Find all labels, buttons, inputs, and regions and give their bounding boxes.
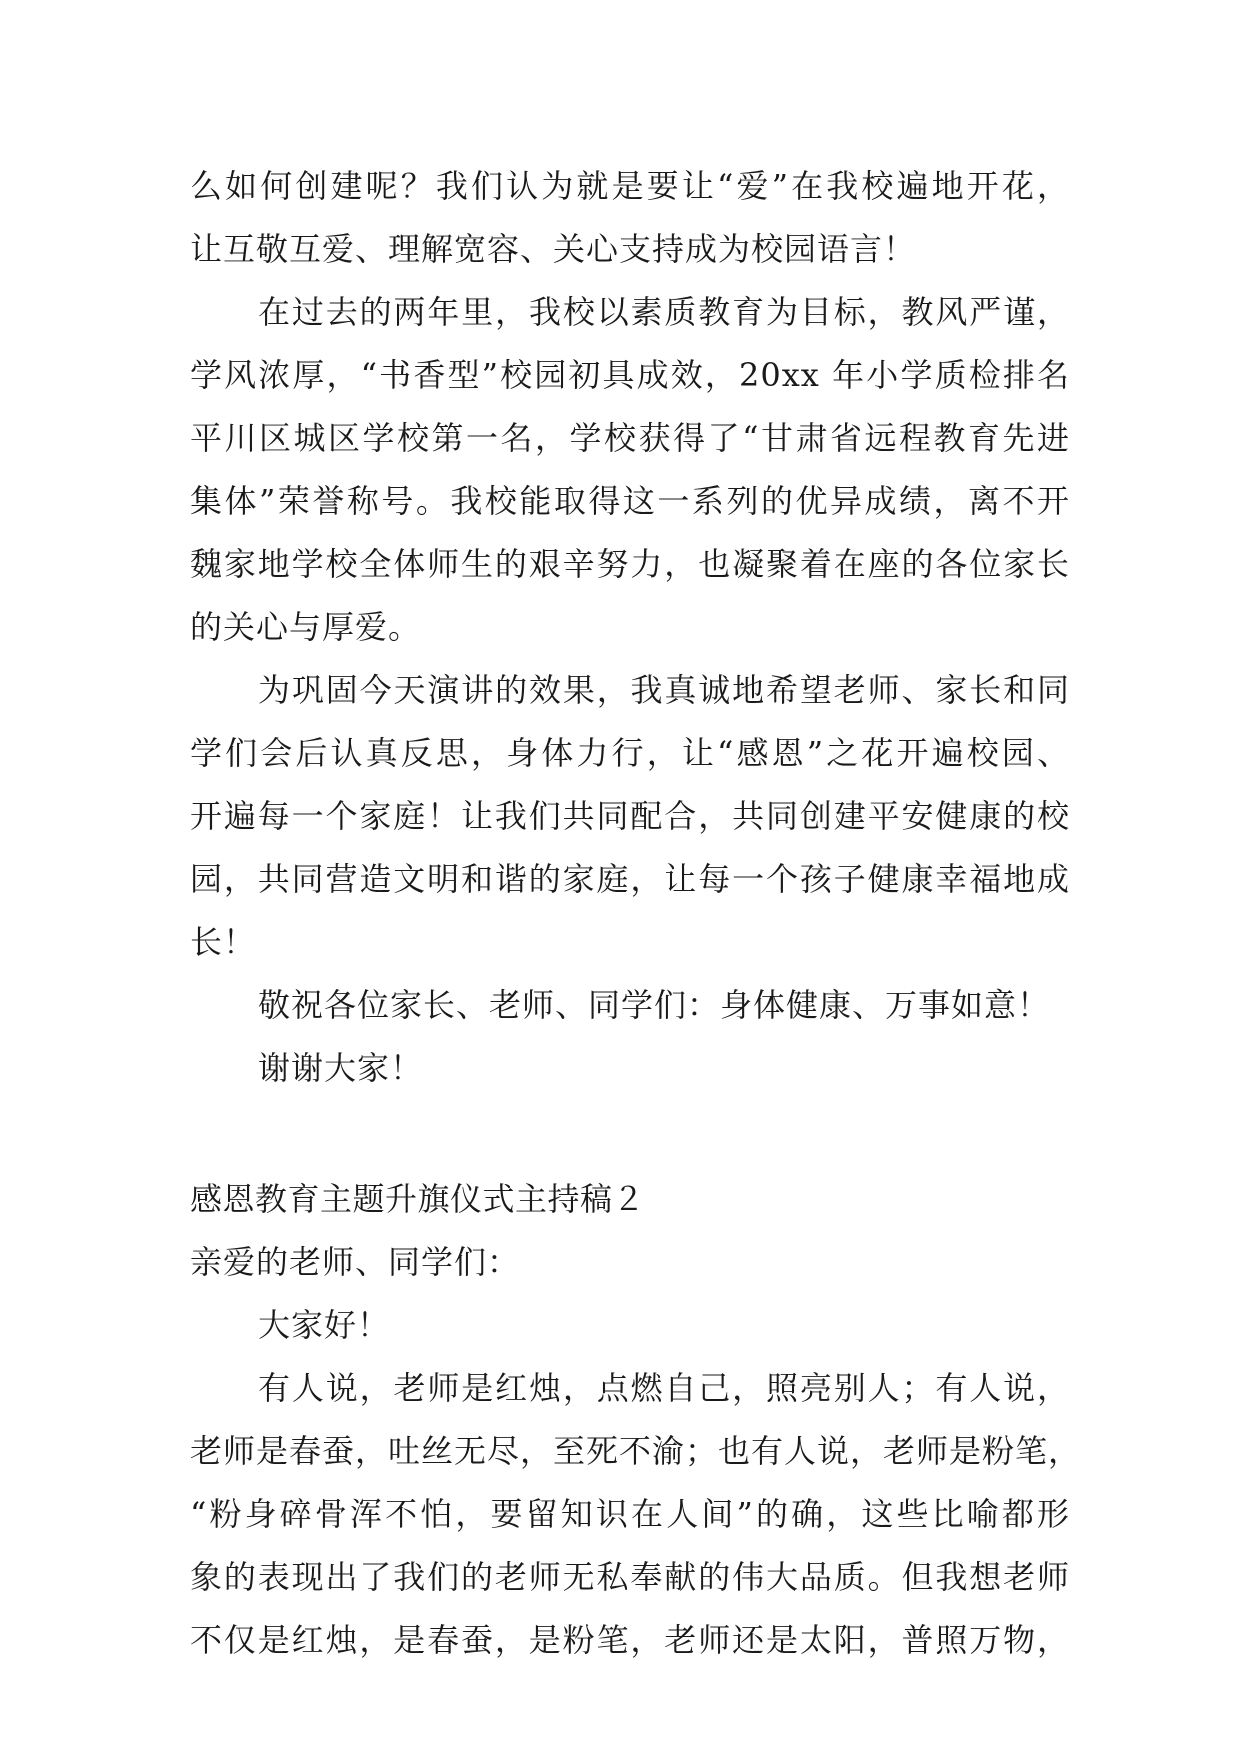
text-line: 开遍每一个家庭！让我们共同配合，共同创建平安健康的校 xyxy=(190,797,1070,835)
paragraph-1 xyxy=(190,155,1070,281)
paragraph-2 xyxy=(190,281,1070,659)
text-line: 象的表现出了我们的老师无私奉献的伟大品质。但我想老师 xyxy=(190,1558,1070,1596)
text-line: 魏家地学校全体师生的艰辛努力，也凝聚着在座的各位家长 xyxy=(190,545,1070,583)
paragraph-4 xyxy=(190,974,1070,1037)
section-2 xyxy=(190,1168,1082,1672)
text-line: 学们会后认真反思，身体力行，让“感恩”之花开遍校园、 xyxy=(190,734,1070,772)
text-line: 长！ xyxy=(190,923,257,961)
text-line: 么如何创建呢？我们认为就是要让“爱”在我校遍地开花， xyxy=(190,167,1070,205)
text-line: 集体”荣誉称号。我校能取得这一系列的优异成绩，离不开 xyxy=(190,482,1070,520)
paragraph-3 xyxy=(190,659,1070,974)
text-line: 平川区城区学校第一名，学校获得了“甘肃省远程教育先进 xyxy=(190,419,1070,457)
text-line: 老师是春蚕，吐丝无尽，至死不渝；也有人说，老师是粉笔， xyxy=(190,1432,1082,1470)
text-line: “粉身碎骨浑不怕，要留知识在人间”的确，这些比喻都形 xyxy=(190,1495,1070,1533)
document-page xyxy=(190,155,1082,1672)
text-line: 为巩固今天演讲的效果，我真诚地希望老师、家长和同 xyxy=(258,671,1070,709)
text-line: 不仅是红烛，是春蚕，是粉笔，老师还是太阳，普照万物， xyxy=(190,1621,1070,1659)
paragraph-6 xyxy=(190,1357,1082,1672)
section-1 xyxy=(190,155,1070,1100)
text-line: 学风浓厚，“书香型”校园初具成效，20xx 年小学质检排名 xyxy=(190,356,1070,394)
text-line: 园，共同营造文明和谐的家庭，让每一个孩子健康幸福地成 xyxy=(190,860,1070,898)
text-line: 敬祝各位家长、老师、同学们：身体健康、万事如意！ xyxy=(258,986,1051,1024)
section-title: 感恩教育主题升旗仪式主持稿２ xyxy=(190,1180,646,1218)
paragraph-5 xyxy=(190,1037,1070,1100)
text-line: 的关心与厚爱。 xyxy=(190,608,422,646)
text-line: 有人说，老师是红烛，点燃自己，照亮别人；有人说， xyxy=(258,1369,1070,1407)
text-line: 在过去的两年里，我校以素质教育为目标，教风严谨， xyxy=(258,293,1070,331)
text-line: 让互敬互爱、理解宽容、关心支持成为校园语言！ xyxy=(190,230,917,268)
greeting: 大家好！ xyxy=(258,1306,391,1344)
text-line: 谢谢大家！ xyxy=(258,1049,424,1087)
salutation: 亲爱的老师、同学们： xyxy=(190,1243,521,1281)
